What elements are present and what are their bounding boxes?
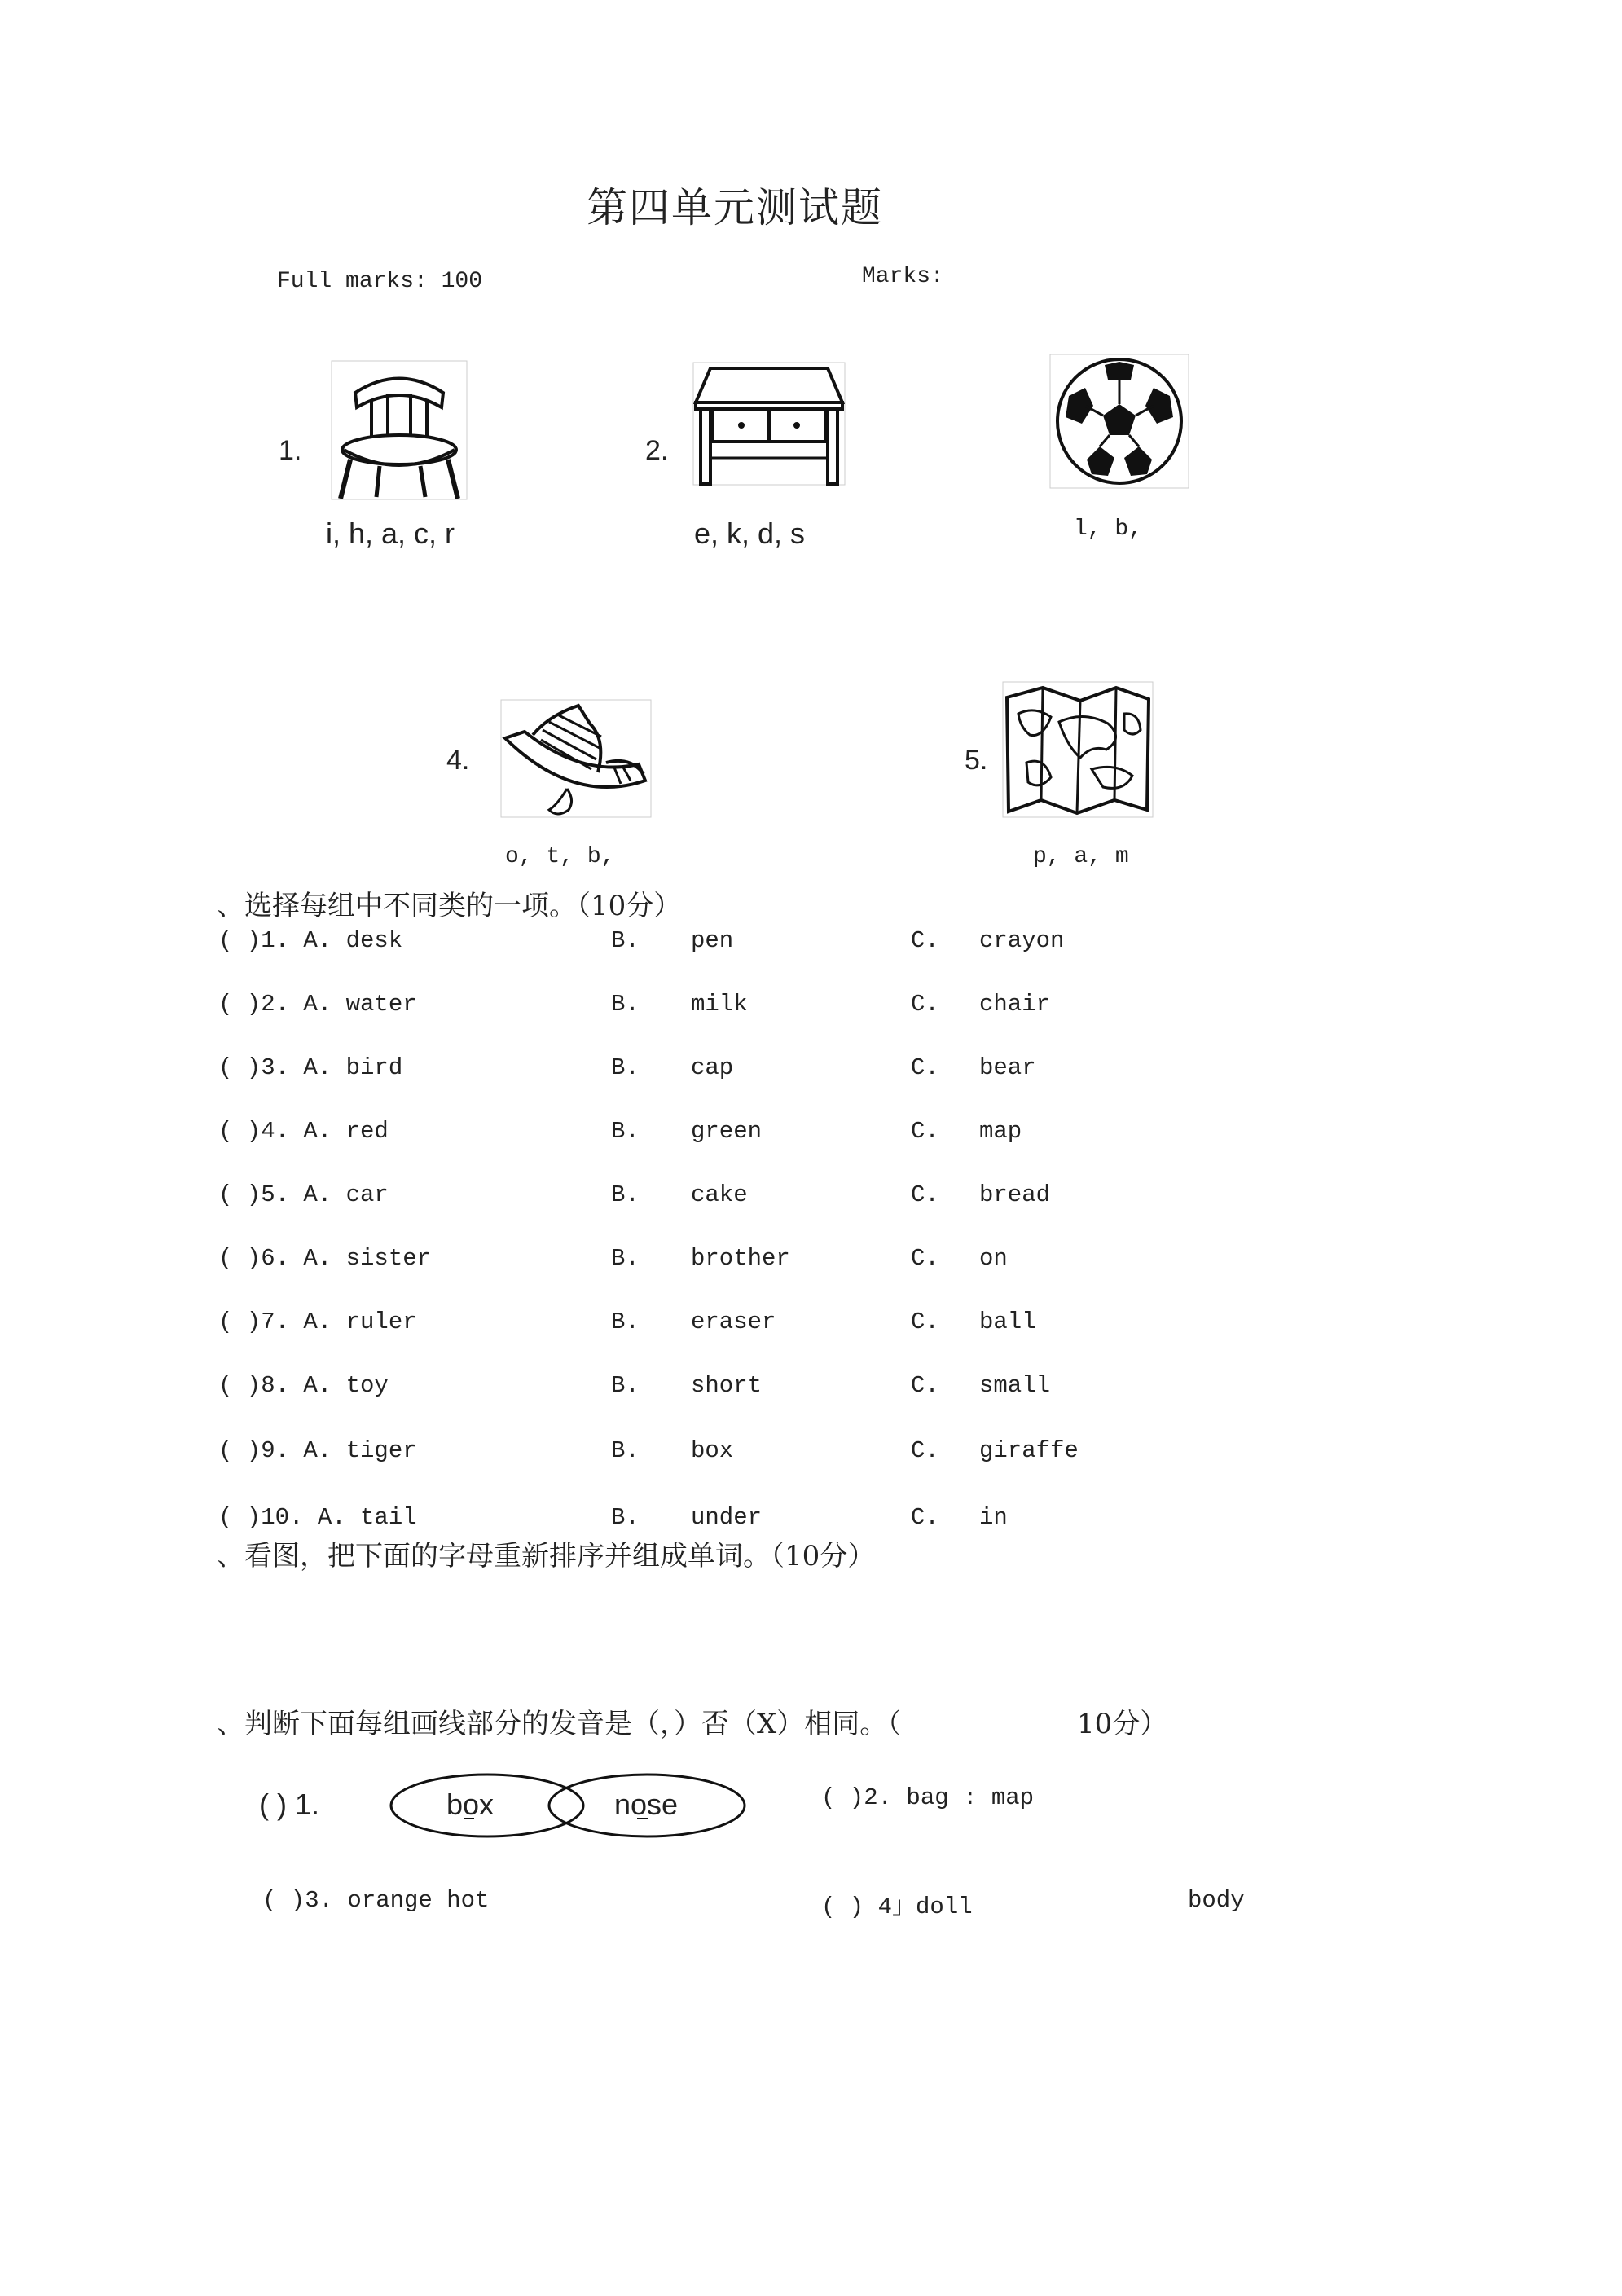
marks-label: Marks: [862, 264, 944, 289]
option-c-label: C. [911, 1372, 939, 1399]
option-c-word: bread [979, 1181, 1051, 1208]
option-c-word: bear [979, 1054, 1036, 1081]
sound-item-4: ( ) 4」doll [821, 1894, 973, 1920]
question-lead: ( )10. A. tail [218, 1504, 417, 1531]
option-b-label: B. [611, 1054, 640, 1081]
option-c-word: in [979, 1504, 1008, 1531]
option-c-label: C. [911, 1245, 939, 1272]
boat-icon [500, 699, 652, 818]
option-c-word: on [979, 1245, 1008, 1272]
question-lead: ( )4. A. red [218, 1118, 389, 1145]
desk-icon [692, 362, 846, 486]
option-b-label: B. [611, 1181, 640, 1208]
option-b-label: B. [611, 1118, 640, 1145]
option-c-label: C. [911, 1181, 939, 1208]
picture-number-4: 4. [446, 745, 470, 776]
option-b-word: cake [691, 1181, 748, 1208]
option-c-label: C. [911, 991, 939, 1018]
option-c-word: crayon [979, 927, 1065, 954]
option-c-word: chair [979, 991, 1051, 1018]
option-b-word: short [691, 1372, 763, 1399]
option-b-label: B. [611, 1372, 640, 1399]
option-b-label: B. [611, 927, 640, 954]
option-c-label: C. [911, 1309, 939, 1335]
option-b-word: green [691, 1118, 763, 1145]
map-icon [1002, 681, 1154, 818]
option-c-label: C. [911, 1054, 939, 1081]
question-lead: ( )7. A. ruler [218, 1309, 417, 1335]
option-b-label: B. [611, 991, 640, 1018]
venn-diagram [389, 1770, 748, 1841]
option-b-word: box [691, 1437, 734, 1464]
section3-heading-score: 10分） [1077, 1708, 1168, 1740]
question-lead: ( )2. A. water [218, 991, 417, 1018]
picture-letters-4: o, t, b, [505, 844, 615, 869]
option-c-word: small [979, 1372, 1051, 1399]
question-lead: ( )5. A. car [218, 1181, 389, 1208]
option-c-label: C. [911, 927, 939, 954]
picture-number-2: 2. [645, 435, 669, 466]
option-c-label: C. [911, 1118, 939, 1145]
option-b-word: cap [691, 1054, 734, 1081]
question-lead: ( )3. A. bird [218, 1054, 403, 1081]
option-b-word: eraser [691, 1309, 776, 1335]
section2-heading: 、看图，把下面的字母重新排序并组成单词。（10分） [217, 1540, 876, 1572]
section1-heading: 、选择每组中不同类的一项。（10分） [217, 890, 682, 922]
question-lead: ( )8. A. toy [218, 1372, 389, 1399]
sound-item-3: ( )3. orange hot [262, 1887, 490, 1914]
option-b-word: milk [691, 991, 748, 1018]
option-b-word: under [691, 1504, 763, 1531]
option-c-word: map [979, 1118, 1022, 1145]
football-icon [1049, 354, 1189, 489]
sound-item-2: ( )2. bag : map [821, 1784, 1035, 1811]
picture-letters-3: l, b, [1074, 517, 1143, 542]
option-c-word: giraffe [979, 1437, 1079, 1464]
sound-word-box: box [446, 1788, 495, 1821]
option-c-word: ball [979, 1309, 1036, 1335]
option-b-word: pen [691, 927, 734, 954]
sound-item-4-word: body [1188, 1887, 1245, 1914]
section3-heading: 、判断下面每组画线部分的发音是（，）否（X）相同。（ [217, 1708, 902, 1740]
option-b-label: B. [611, 1437, 640, 1464]
option-b-word: brother [691, 1245, 790, 1272]
option-b-label: B. [611, 1245, 640, 1272]
full-marks: Full marks: 100 [277, 269, 483, 294]
page-title: 第四单元测试题 [587, 184, 883, 231]
chair-icon [331, 360, 468, 500]
option-b-label: B. [611, 1504, 640, 1531]
picture-letters-5: p, a, m [1033, 844, 1129, 869]
sound-word-nose: nose [614, 1788, 679, 1821]
question-lead: ( )6. A. sister [218, 1245, 432, 1272]
picture-number-1: 1. [279, 435, 302, 466]
sound-item-1: ( ) 1. [259, 1788, 320, 1821]
picture-number-5: 5. [965, 745, 988, 776]
question-lead: ( )9. A. tiger [218, 1437, 417, 1464]
picture-letters-2: e, k, d, s [694, 517, 806, 550]
picture-letters-1: i, h, a, c, r [326, 517, 455, 550]
option-c-label: C. [911, 1437, 939, 1464]
option-c-label: C. [911, 1504, 939, 1531]
option-b-label: B. [611, 1309, 640, 1335]
question-lead: ( )1. A. desk [218, 927, 403, 954]
